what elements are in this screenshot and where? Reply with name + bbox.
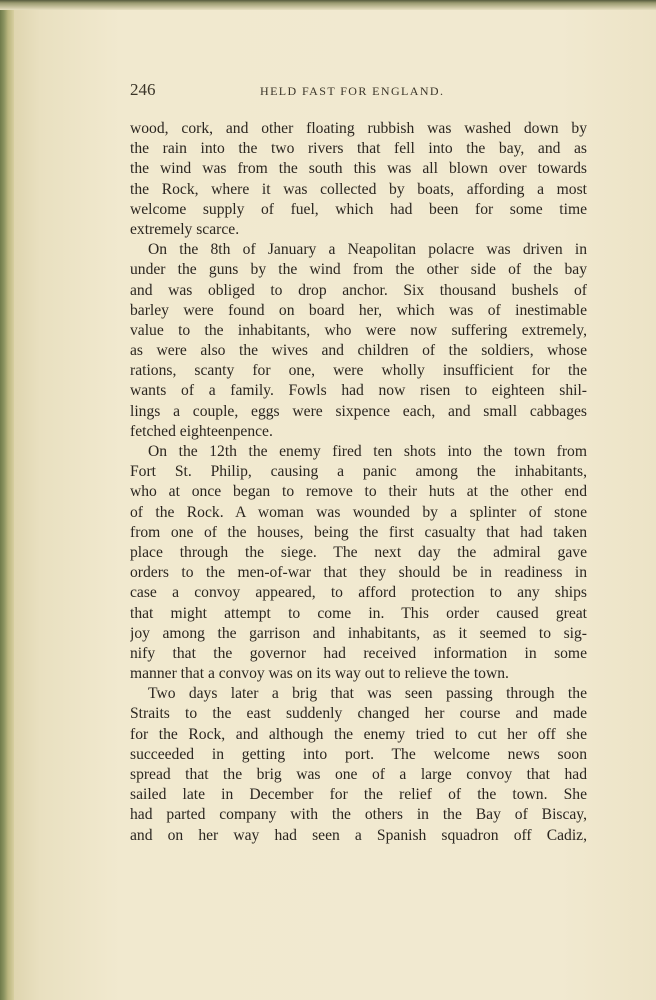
text-line: lings a couple, eggs were sixpence each, and small cabbages (130, 402, 587, 420)
body-text (130, 119, 587, 846)
text-line: for the Rock, and although the enemy tried to cut her off she (130, 725, 587, 743)
text-line: Two days later a brig that was seen passing through the (148, 685, 587, 703)
text-line: who at once began to remove to their huts at the other end (130, 483, 587, 501)
text-line: On the 8th of January a Neapolitan polacre was driven in (148, 241, 587, 259)
running-title: HELD FAST FOR ENGLAND. (260, 84, 445, 98)
text-line: as were also the wives and children of the soldiers, whose (130, 342, 587, 360)
text-line: under the guns by the wind from the other side of the bay (130, 261, 587, 279)
text-line: the wind was from the south this was all blown over towards (130, 160, 587, 178)
text-line: welcome supply of fuel, which had been for some time (130, 200, 587, 218)
text-line: extremely scarce. (130, 220, 240, 238)
text-line: case a convoy appeared, to afford protection to any ships (130, 584, 587, 602)
text-line: orders to the men-of-war that they should be in readiness in (130, 564, 587, 582)
text-line: barley were found on board her, which was of inestimable (130, 301, 587, 319)
page-top-edge (0, 0, 656, 10)
text-line: nify that the governor had received information in some (130, 644, 587, 662)
text-line: from one of the houses, being the first casualty that had taken (130, 523, 587, 541)
text-line: the Rock, where it was collected by boats, affording a most (130, 180, 587, 198)
text-line: sailed late in December for the relief of the town. She (130, 786, 587, 804)
text-line: Straits to the east suddenly changed her course and made (130, 705, 587, 723)
text-line: Fort St. Philip, causing a panic among the inhabitants, (130, 463, 587, 481)
text-line: joy among the garrison and inhabitants, as it seemed to sig- (130, 624, 587, 642)
text-line: wants of a family. Fowls had now risen to eighteen shil- (130, 382, 587, 400)
text-line: manner that a convoy was on its way out to relieve the town. (130, 665, 509, 683)
text-line: that might attempt to come in. This order caused great (130, 604, 587, 622)
text-line: of the Rock. A woman was wounded by a splinter of stone (130, 503, 587, 521)
text-line: fetched eighteenpence. (130, 422, 273, 440)
text-line: rations, scanty for one, were wholly insufficient for the (130, 362, 587, 380)
text-line: the rain into the two rivers that fell into the bay, and as (130, 140, 587, 158)
text-line: wood, cork, and other floating rubbish was washed down by (130, 120, 587, 137)
text-line: place through the siege. The next day the admiral gave (130, 543, 587, 561)
text-line: value to the inhabitants, who were now suffering extremely, (130, 321, 587, 339)
text-line: succeeded in getting into port. The welcome news soon (130, 745, 587, 763)
text-line: spread that the brig was one of a large convoy that had (130, 766, 587, 783)
text-line: and on her way had seen a Spanish squadron off Cadiz, (130, 826, 587, 844)
book-spine-edge (0, 0, 14, 1000)
text-line: and was obliged to drop anchor. Six thousand bushels of (130, 281, 587, 299)
text-line: On the 12th the enemy fired ten shots into the town from (148, 443, 587, 460)
text-line: had parted company with the others in the Bay of Biscay, (130, 806, 587, 824)
page-number: 246 (130, 80, 156, 99)
page-header (130, 80, 586, 104)
